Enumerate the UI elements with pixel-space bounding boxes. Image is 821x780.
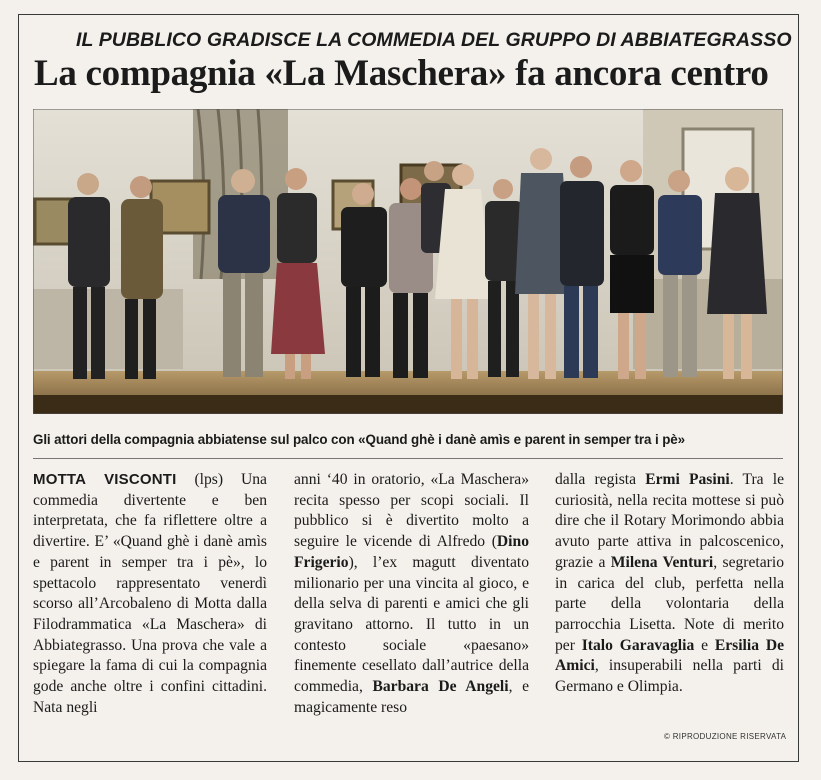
director-name-pasini: Ermi Pasini xyxy=(645,471,730,488)
column-3-text-d: e xyxy=(694,636,715,654)
column-2-text-c: , e magicamente reso xyxy=(294,678,530,716)
column-3-text-c: , segretario in carica del club, perfetta nella parte della volontaria della parrocchia Lisetta. Note di merito per xyxy=(555,553,784,654)
photo-caption: Gli attori della compagnia abbiatense sul palco con «Quand ghè i danè amìs e parent in semper tra i pè» xyxy=(33,432,685,447)
column-3-text-a: dalla regista xyxy=(555,471,646,488)
article-column-2 xyxy=(294,470,529,718)
actor-name-garavaglia: Italo Garavaglia xyxy=(581,636,695,654)
actor-name-de-amici: Ersilia De Amici xyxy=(555,636,784,675)
dateline: MOTTA VISCONTI xyxy=(33,471,177,488)
article-kicker: IL PUBBLICO GRADISCE LA COMMEDIA DEL GRUPPO DI ABBIATEGRASSO xyxy=(76,29,792,51)
article-column-3 xyxy=(555,470,784,698)
column-3-text-b: . Tra le curiosità, nella recita mottese si può dire che il Rotary Morimondo abbia avuto parte attiva in palcoscenico, grazie a xyxy=(555,471,784,571)
column-2-text-b: ), l’ex magutt diventato milionario per una vincita al gioco, e della selva di parenti e amici che gli gravitano attorno. Il tutto in un contesto sociale «paesano» finemente cesellato dall’autrice della commedia, xyxy=(294,553,529,696)
stage-photo-illustration xyxy=(33,109,783,414)
caption-divider xyxy=(33,458,783,459)
actor-name-frigerio: Dino Frigerio xyxy=(294,533,529,571)
article-photo xyxy=(33,109,783,414)
column-3-text-e: , insuperabili nella parti di Germano e Olimpia. xyxy=(555,657,784,696)
article-headline: La compagnia «La Maschera» fa ancora centro xyxy=(34,53,769,94)
article-column-1 xyxy=(33,470,267,718)
column-2-text-a: anni ‘40 in oratorio, «La Maschera» recita spesso per scopi sociali. Il pubblico si è divertito molto a seguire le vicende di Alfredo ( xyxy=(294,471,529,551)
author-name-de-angeli: Barbara De Angeli xyxy=(372,678,509,696)
column-1-text: (lps) Una commedia divertente e ben interpretata, che fa riflettere oltre a divertire. E’ «Quand ghè i danè amìs e parent in semper tra i pè», lo spettacolo rappresentato venerdì scorso all’Arcobaleno di Motta dalla Filodrammatica «La Maschera» di Abbiategrasso. Una prova che vale a spiegare la fama di cui la compagnia gode anche oltre i confini cittadini. Nata negli xyxy=(33,471,267,716)
copyright-notice: © RIPRODUZIONE RISERVATA xyxy=(664,732,787,741)
actor-name-venturi: Milena Venturi xyxy=(610,553,714,571)
